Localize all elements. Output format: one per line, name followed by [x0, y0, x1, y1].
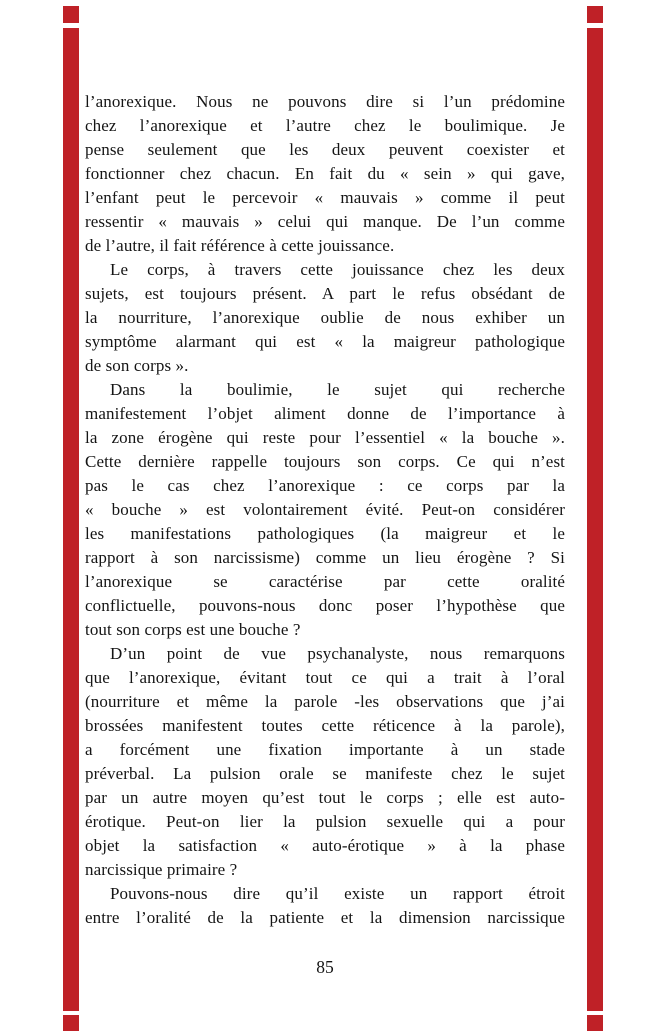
text-line: la nourriture, l’anorexique oublie de nous exhiber un [85, 308, 565, 327]
paragraph [85, 642, 565, 882]
text-line: pense seulement que les deux peuvent coexister et [85, 140, 565, 159]
paragraph [85, 258, 565, 378]
text-line: l’anorexique. Nous ne pouvons dire si l’un prédomine [85, 92, 565, 111]
text-line: érotique. Peut-on lier la pulsion sexuelle qui a pour [85, 812, 565, 831]
text-line: l’enfant peut le percevoir « mauvais » comme il peut [85, 188, 565, 207]
scan-edge-left-top [63, 6, 79, 23]
page-number: 85 [316, 957, 334, 977]
text-line: préverbal. La pulsion orale se manifeste chez le sujet [85, 764, 565, 783]
text-line: D’un point de vue psychanalyste, nous remarquons [110, 644, 565, 663]
text-block [85, 90, 565, 930]
text-line: l’anorexique se caractérise par cette oralité [85, 572, 565, 591]
scan-edge-left [63, 28, 79, 1011]
text-line: « bouche » est volontairement évité. Peut-on considérer [85, 500, 565, 519]
text-line: Pouvons-nous dire qu’il existe un rapport étroit [110, 884, 565, 903]
scan-edge-left-bottom [63, 1015, 79, 1031]
text-line: que l’anorexique, évitant tout ce qui a trait à l’oral [85, 668, 565, 687]
scan-edge-right-top [587, 6, 603, 23]
text-line: symptôme alarmant qui est « la maigreur pathologique [85, 332, 565, 351]
text-line: chez l’anorexique et l’autre chez le boulimique. Je [85, 116, 565, 135]
text-line: Cette dernière rappelle toujours son corps. Ce qui n’est [85, 452, 565, 471]
paragraph [85, 378, 565, 642]
text-line: fonctionner chez chacun. En fait du « sein » qui gave, [85, 164, 565, 183]
paragraph [85, 882, 565, 930]
text-line: tout son corps est une bouche ? [85, 620, 301, 639]
text-line: les manifestations pathologiques (la maigreur et le [85, 524, 565, 543]
text-line: Dans la boulimie, le sujet qui recherche [110, 380, 565, 399]
text-line: rapport à son narcissisme) comme un lieu érogène ? Si [85, 548, 565, 567]
scan-edge-right-bottom [587, 1015, 603, 1031]
text-line: la zone érogène qui reste pour l’essentiel « la bouche ». [85, 428, 565, 447]
text-line: par un autre moyen qu’est tout le corps ; elle est auto- [85, 788, 565, 807]
text-line: manifestement l’objet aliment donne de l’importance à [85, 404, 565, 423]
text-line: (nourriture et même la parole -les observations que j’ai [85, 692, 565, 711]
text-line: a forcément une fixation importante à un stade [85, 740, 565, 759]
text-line: conflictuelle, pouvons-nous donc poser l’hypothèse que [85, 596, 565, 615]
text-line: entre l’oralité de la patiente et la dimension narcissique [85, 908, 565, 927]
text-line: de son corps ». [85, 356, 189, 375]
text-line: objet la satisfaction « auto-érotique » à la phase [85, 836, 565, 855]
scan-edge-right [587, 28, 603, 1011]
text-line: pas le cas chez l’anorexique : ce corps par la [85, 476, 565, 495]
text-line: Le corps, à travers cette jouissance chez les deux [110, 260, 565, 279]
text-line: sujets, est toujours présent. A part le refus obsédant de [85, 284, 565, 303]
paragraph [85, 90, 565, 258]
text-line: brossées manifestent toutes cette réticence à la parole), [85, 716, 565, 735]
text-line: ressentir « mauvais » celui qui manque. De l’un comme [85, 212, 565, 231]
text-line: de l’autre, il fait référence à cette jouissance. [85, 236, 395, 255]
text-line: narcissique primaire ? [85, 860, 238, 879]
